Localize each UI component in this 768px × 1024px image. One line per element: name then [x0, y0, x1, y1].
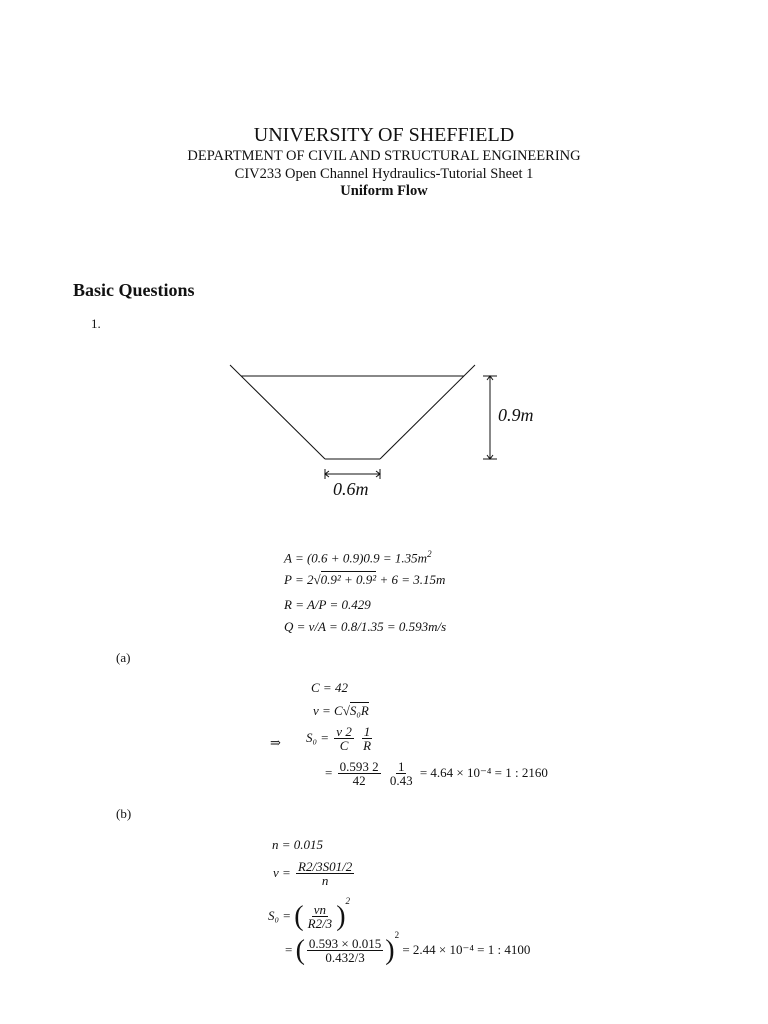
right-slope-line — [380, 365, 475, 459]
implies-symbol: ⇒ — [270, 735, 281, 750]
part-a-label: (a) — [116, 650, 131, 665]
radius-equation: R = A/P = 0.429 — [284, 597, 371, 612]
slope-expression-b: S₀ = ( $\frac{vn}{R2/3}$ )$^2$ — [268, 896, 351, 933]
slope-result-b: = ( $\frac{0.593 \times 0.015}{0.432/3}$ )$^2$ = 2.44 × 10⁻⁴ = 1 : 4100 — [285, 930, 531, 967]
slope-expression-a: S₀ = $\frac{v 2}{C}$ $\frac{1}{R}$ — [306, 724, 372, 753]
perimeter-equation: P = 2√0.9² + 0.9² + 6 = 3.15m — [284, 572, 446, 587]
part-b-label: (b) — [116, 806, 132, 821]
section-heading: Basic Questions — [73, 280, 195, 300]
department-title: DEPARTMENT OF CIVIL AND STRUCTURAL ENGINEERING — [187, 148, 581, 164]
manning-equation: v = $\frac{R2/3S01/2}{n}$ — [273, 859, 353, 888]
area-equation: $A = (0.6 + 0.9)0.9 = 1.35m^2$ — [284, 549, 432, 566]
university-title: UNIVERSITY OF SHEFFIELD — [253, 124, 515, 146]
chezy-c-value: C = 42 — [311, 680, 348, 695]
topic-title: Uniform Flow — [340, 183, 428, 199]
chezy-equation: v = C√S₀R — [313, 703, 369, 718]
slope-result-a: = $\frac{0.593 2}{42}$ $\frac{1}{0.43}$ = 4.64 × 10⁻⁴ = 1 : 2160 — [325, 759, 548, 788]
question-number: 1. — [91, 316, 101, 331]
manning-n-value: n = 0.015 — [272, 837, 324, 852]
depth-label: 0.9m — [498, 405, 534, 425]
course-title: CIV233 Open Channel Hydraulics-Tutorial Sheet 1 — [234, 166, 534, 182]
base-label: 0.6m — [333, 479, 369, 499]
flow-equation: Q = v/A = 0.8/1.35 = 0.593m/s — [284, 619, 447, 634]
left-slope-line — [230, 365, 325, 459]
